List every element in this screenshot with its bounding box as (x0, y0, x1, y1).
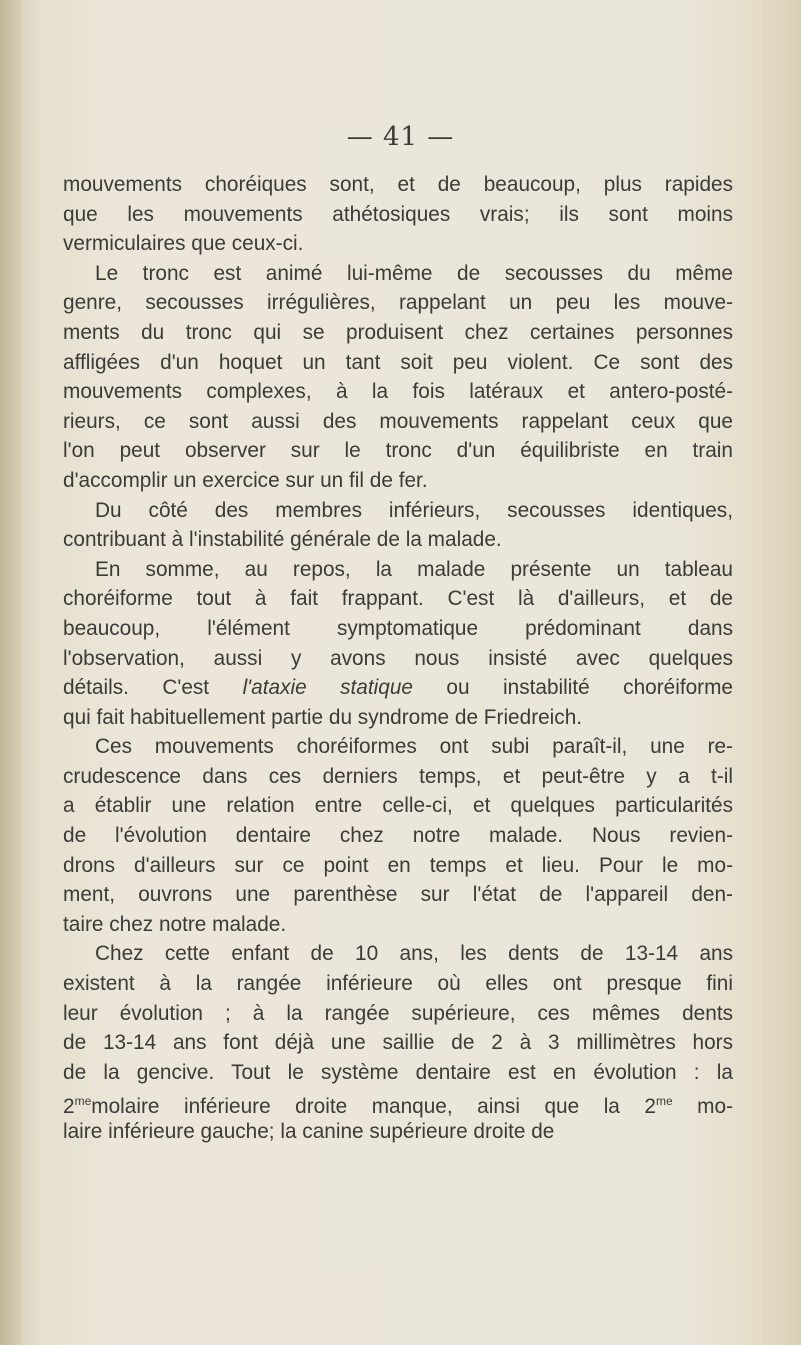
text-line: Du côté des membres inférieurs, secousses identiques, (95, 498, 733, 522)
text-line-mixed (63, 673, 733, 703)
page-shadow (0, 0, 22, 1345)
text-line: de 13-14 ans font déjà une saillie de 2 à 3 millimètres hors (63, 1031, 733, 1055)
text-line: laire inférieure gauche; la canine supérieure droite de (63, 1120, 555, 1143)
text-line: existent à la rangée inférieure où elles ont presque fini (63, 972, 733, 996)
text-line: taire chez notre malade. (63, 912, 287, 936)
text-line: ment, ouvrons une parenthèse sur l'état de l'appareil den- (63, 883, 733, 907)
text-line: a établir une relation entre celle-ci, et quelques particularités (63, 794, 733, 818)
text-line: mouvements choréiques sont, et de beaucoup, plus rapides (63, 173, 733, 196)
text-line: Ces mouvements choréiformes ont subi paraît-il, une re- (95, 735, 733, 759)
text-fragment: 2 (644, 1095, 656, 1119)
text-line-mixed (63, 1087, 733, 1117)
text-line: drons d'ailleurs sur ce point en temps et lieu. Pour le mo- (63, 853, 733, 877)
text-line: beaucoup, l'élément symptomatique prédominant dans (63, 616, 733, 640)
body-text (63, 170, 733, 1147)
superscript: me (74, 1094, 92, 1109)
text-line: de l'évolution dentaire chez notre malade. Nous revien- (63, 824, 733, 848)
text-line: choréiforme tout à fait frappant. C'est là d'ailleurs, et de (63, 587, 733, 611)
text-line: ments du tronc qui se produisent chez certaines personnes (63, 320, 733, 344)
text-fragment: molaire inférieure droite manque, ainsi que la (91, 1095, 645, 1119)
italic-term: l'ataxie statique (242, 676, 413, 700)
text-line: affligées d'un hoquet un tant soit peu violent. Ce sont des (63, 350, 733, 374)
text-line: vermiculaires que ceux-ci. (63, 232, 304, 256)
text-line: genre, secousses irrégulières, rappelant un peu les mouve- (63, 291, 733, 315)
text-line: Le tronc est animé lui-même de secousses du même (95, 261, 733, 285)
text-line: de la gencive. Tout le système dentaire est en évolution : la (63, 1060, 733, 1084)
text-line: Chez cette enfant de 10 ans, les dents de 13-14 ans (95, 942, 733, 966)
page-number: — 41 — (346, 122, 455, 152)
text-line: rieurs, ce sont aussi des mouvements rappelant ceux que (63, 409, 733, 433)
text-line: contribuant à l'instabilité générale de la malade. (63, 528, 502, 552)
text-line: que les mouvements athétosiques vrais; ils sont moins (63, 202, 733, 226)
text-line: leur évolution ; à la rangée supérieure, ces mêmes dents (63, 1001, 733, 1025)
text-fragment: 2 (63, 1095, 75, 1119)
text-line: d'accomplir un exercice sur un fil de fer. (63, 468, 428, 492)
text-fragment: mo- (672, 1095, 733, 1119)
text-line: l'observation, aussi y avons nous insisté avec quelques (63, 646, 733, 670)
text-line: l'on peut observer sur le tronc d'un équilibriste en train (63, 439, 733, 463)
text-line: crudescence dans ces derniers temps, et peut-être y a t-il (63, 764, 733, 788)
text-line: qui fait habituellement partie du syndrome de Friedreich. (63, 705, 583, 729)
text-line: En somme, au repos, la malade présente un tableau (95, 557, 733, 581)
text-fragment: ou instabilité choréiforme (412, 676, 733, 700)
text-line: mouvements complexes, à la fois latéraux et antero-posté- (63, 380, 733, 404)
text-fragment: détails. C'est (63, 676, 243, 700)
superscript: me (655, 1094, 673, 1109)
